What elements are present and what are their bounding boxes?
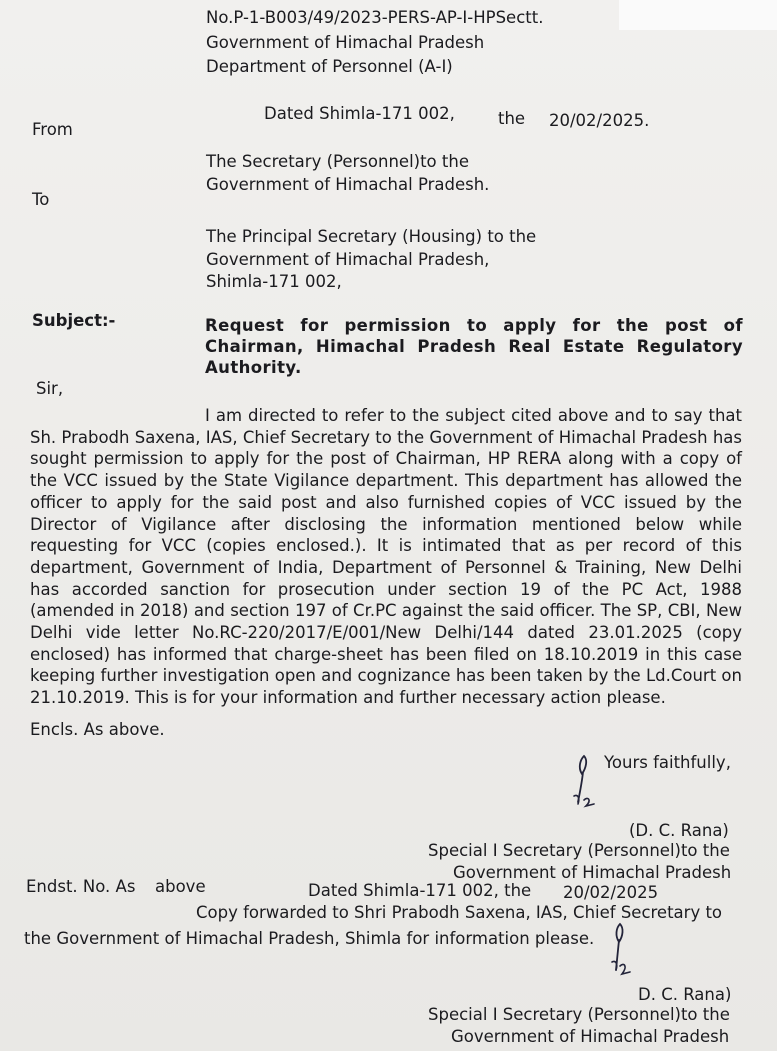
- endst-number: Endst. No. As: [26, 877, 136, 896]
- enclosures: Encls. As above.: [30, 720, 165, 739]
- endst-designation-1: Special I Secretary (Personnel)to the: [428, 1005, 730, 1024]
- letter-date: 20/02/2025.: [549, 111, 650, 130]
- signature-icon: [562, 750, 612, 820]
- dated-place: Dated Shimla-171 002,: [264, 104, 455, 123]
- signatory-designation-2: Government of Himachal Pradesh: [453, 863, 732, 882]
- body-paragraph: [30, 405, 742, 709]
- to-line-2: Government of Himachal Pradesh,: [206, 250, 490, 269]
- endst-dated: Dated Shimla-171 002, the: [308, 881, 532, 900]
- salutation: Sir,: [36, 379, 64, 398]
- copy-line-2: the Government of Himachal Pradesh, Shimla for information please.: [24, 929, 595, 948]
- file-number: No.P-1-B003/49/2023-PERS-AP-I-HPSectt.: [206, 8, 544, 27]
- to-line-3: Shimla-171 002,: [206, 272, 342, 291]
- dated-the: the: [498, 109, 526, 128]
- govt-header: Government of Himachal Pradesh: [206, 33, 485, 52]
- signatory-designation-1: Special I Secretary (Personnel)to the: [428, 841, 730, 860]
- endst-designation-2: Government of Himachal Pradesh: [451, 1027, 730, 1046]
- from-line-1: The Secretary (Personnel)to the: [206, 152, 469, 171]
- closing: Yours faithfully,: [604, 753, 731, 772]
- from-line-2: Government of Himachal Pradesh.: [206, 175, 490, 194]
- subject-label: Subject:-: [32, 311, 116, 330]
- endst-signatory-name: D. C. Rana): [638, 985, 732, 1004]
- copy-line-1: Copy forwarded to Shri Prabodh Saxena, IAS, Chief Secretary to: [196, 903, 723, 922]
- body-text: I am directed to refer to the subject cited above and to say that Sh. Prabodh Saxena, IAS, Chief Secretary to the Government of Himachal Pradesh has sought permission to apply for the post of Chairman, HP RERA along with a copy of the VCC issued by the State Vigilance department. This department has allowed the officer to apply for the said post and also furnished copies of VCC issued by the Director of Vigilance after disclosing the information mentioned below while requesting for VCC (copies enclosed.). It is intimated that as per record of this department, Government of India, Department of Personnel & Training, New Delhi has accorded sanction for prosecution under section 19 of the PC Act, 1988 (amended in 2018) and section 197 of Cr.PC against the said officer. The SP, CBI, New Delhi vide letter No.RC-220/2017/E/001/New Delhi/144 dated 23.01.2025 (copy enclosed) has informed that charge-sheet has been filed on 18.10.2019 in this case keeping further investigation open and cognizance has been taken by the Ld.Court on 21.10.2019. This is for your information and further necessary action please.: [30, 406, 743, 708]
- from-label: From: [32, 120, 73, 139]
- to-line-1: The Principal Secretary (Housing) to the: [206, 227, 537, 246]
- signature-icon-2: [604, 920, 644, 982]
- corner-patch: [619, 0, 777, 30]
- subject-text: Request for permission to apply for the post of Chairman, Himachal Pradesh Real Estate Regulatory Authority.: [205, 316, 743, 377]
- to-label: To: [32, 190, 50, 209]
- dept-header: Department of Personnel (A-I): [206, 57, 453, 76]
- endst-date: 20/02/2025: [563, 883, 659, 902]
- signatory-name: (D. C. Rana): [629, 821, 729, 840]
- endst-above: above: [155, 877, 206, 896]
